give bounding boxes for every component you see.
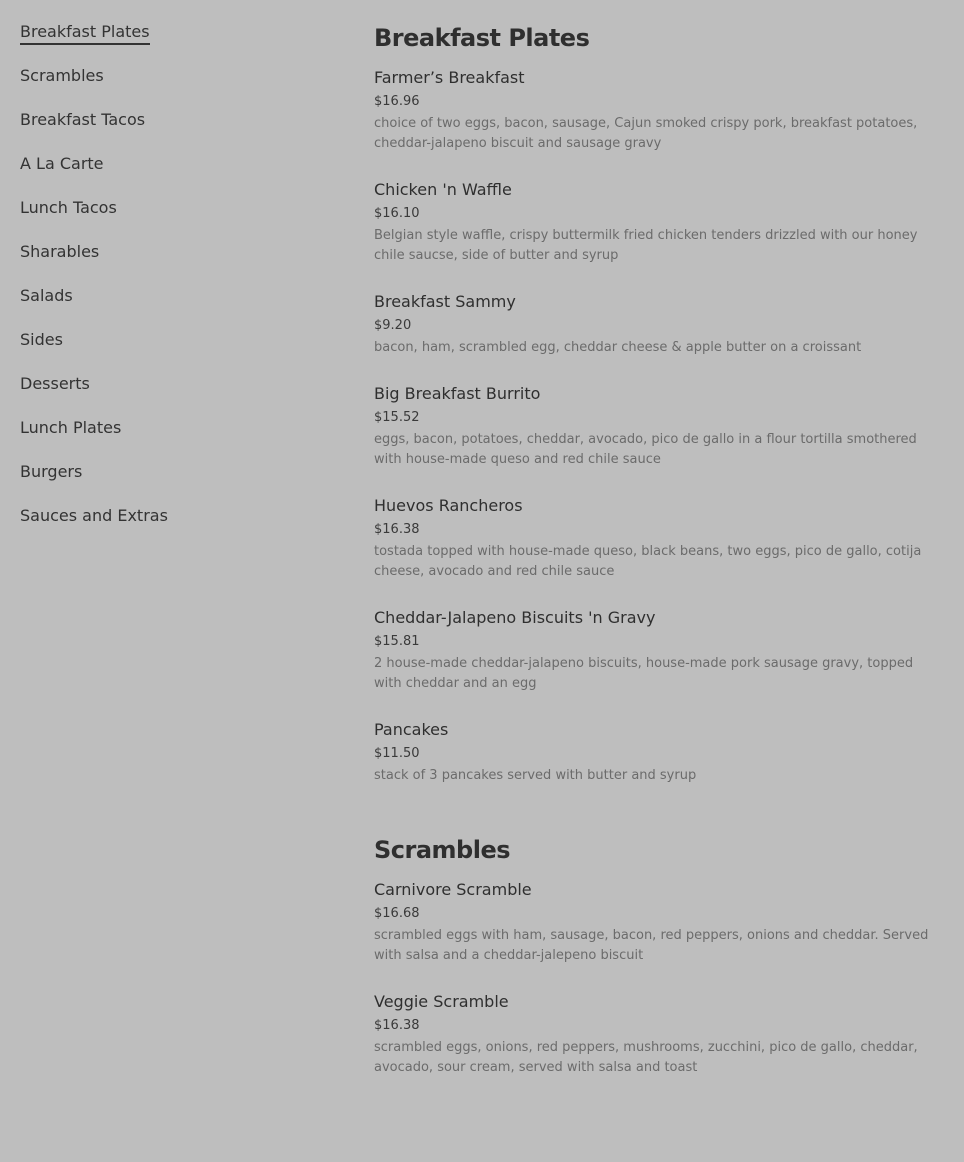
item-price: $11.50 (374, 746, 420, 761)
item-price: $16.38 (374, 1018, 420, 1033)
item-name: Big Breakfast Burrito (374, 384, 541, 403)
nav-item-scrambles[interactable] (20, 62, 320, 106)
item-price: $15.81 (374, 634, 420, 649)
item-name: Veggie Scramble (374, 992, 509, 1011)
nav-item-sauces-and-extras[interactable] (20, 502, 320, 546)
nav-item-label: Salads (20, 286, 73, 305)
section-breakfast-plates (374, 22, 944, 786)
item-description: 2 house-made cheddar-jalapeno biscuits, house-made pork sausage gravy, topped with cheddar and an egg (374, 656, 914, 691)
nav-item-label: Scrambles (20, 66, 104, 85)
item-price: $16.38 (374, 522, 420, 537)
menu-item[interactable] (374, 292, 944, 358)
menu-item[interactable] (374, 68, 944, 154)
nav-item-label: Sharables (20, 242, 100, 261)
item-name: Cheddar-Jalapeno Biscuits 'n Gravy (374, 608, 656, 627)
item-description: eggs, bacon, potatoes, cheddar, avocado, pico de gallo in a flour tortilla smothered with house-made queso and red chile sauce (374, 432, 917, 467)
nav-item-sharables[interactable] (20, 238, 320, 282)
item-name: Breakfast Sammy (374, 292, 516, 311)
nav-item-breakfast-tacos[interactable] (20, 106, 320, 150)
item-description: scrambled eggs, onions, red peppers, mushrooms, zucchini, pico de gallo, cheddar, avocado, sour cream, served with salsa and toast (374, 1040, 918, 1075)
nav-item-breakfast-plates[interactable] (20, 18, 320, 62)
nav-item-lunch-tacos[interactable] (20, 194, 320, 238)
nav-item-label: Desserts (20, 374, 90, 393)
nav-item-label: Breakfast Plates (20, 18, 150, 45)
nav-item-sides[interactable] (20, 326, 320, 370)
category-nav (20, 18, 320, 546)
item-description: bacon, ham, scrambled egg, cheddar cheese & apple butter on a croissant (374, 340, 862, 355)
item-description: Belgian style waffle, crispy buttermilk fried chicken tenders drizzled with our honey chile saucse, side of butter and syrup (374, 228, 918, 263)
menu-item[interactable] (374, 880, 944, 966)
item-description: stack of 3 pancakes served with butter and syrup (374, 768, 697, 783)
item-name: Chicken 'n Waffle (374, 180, 512, 199)
nav-item-label: Lunch Tacos (20, 198, 117, 217)
nav-item-label: Breakfast Tacos (20, 110, 146, 129)
nav-item-label: Sides (20, 330, 63, 349)
nav-item-label: Lunch Plates (20, 418, 122, 437)
nav-item-a-la-carte[interactable] (20, 150, 320, 194)
item-description: tostada topped with house-made queso, black beans, two eggs, pico de gallo, cotija cheese, avocado and red chile sauce (374, 544, 922, 579)
menu-item[interactable] (374, 496, 944, 582)
menu-item[interactable] (374, 720, 944, 786)
item-name: Pancakes (374, 720, 449, 739)
menu-item[interactable] (374, 992, 944, 1078)
item-description: choice of two eggs, bacon, sausage, Cajun smoked crispy pork, breakfast potatoes, cheddar-jalapeno biscuit and sausage gravy (374, 116, 918, 151)
item-price: $16.68 (374, 906, 420, 921)
item-name: Farmer’s Breakfast (374, 68, 525, 87)
nav-item-desserts[interactable] (20, 370, 320, 414)
nav-item-label: Burgers (20, 462, 83, 481)
nav-item-salads[interactable] (20, 282, 320, 326)
nav-item-label: Sauces and Extras (20, 506, 168, 525)
section-scrambles (374, 834, 944, 1078)
item-price: $9.20 (374, 318, 412, 333)
menu-item[interactable] (374, 608, 944, 694)
item-price: $16.10 (374, 206, 420, 221)
item-price: $15.52 (374, 410, 420, 425)
item-name: Carnivore Scramble (374, 880, 532, 899)
section-title: Scrambles (374, 836, 511, 864)
menu-content (374, 22, 944, 1104)
menu-item[interactable] (374, 180, 944, 266)
nav-item-label: A La Carte (20, 154, 104, 173)
item-name: Huevos Rancheros (374, 496, 523, 515)
item-price: $16.96 (374, 94, 420, 109)
section-title: Breakfast Plates (374, 24, 590, 52)
nav-item-lunch-plates[interactable] (20, 414, 320, 458)
menu-item[interactable] (374, 384, 944, 470)
item-description: scrambled eggs with ham, sausage, bacon, red peppers, onions and cheddar. Served with salsa and a cheddar-jalepeno biscuit (374, 928, 929, 963)
nav-item-burgers[interactable] (20, 458, 320, 502)
